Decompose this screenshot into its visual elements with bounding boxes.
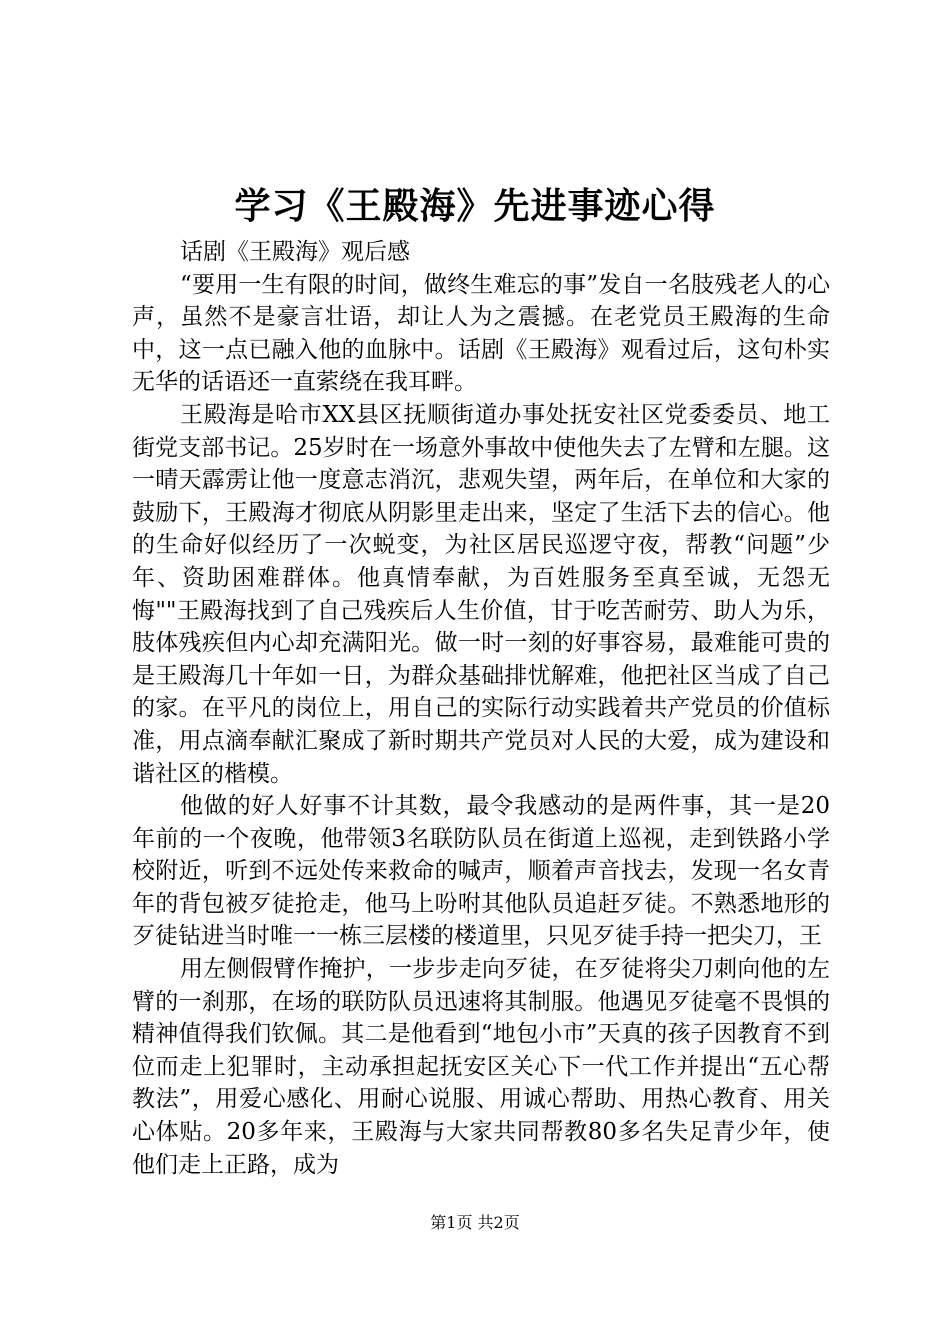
paragraph-subtitle: 话剧《王殿海》观后感 [180, 239, 410, 265]
document-title: 学习《王殿海》先进事迹心得 [234, 185, 716, 227]
paragraph-4: 用左侧假臂作掩护，一步步走向歹徒，在歹徒将尖刀刺向他的左臂的一刹那，在场的联防队员迅速将其制服。他遇见歹徒毫不畏惧的精神值得我们钦佩。其二是他看到“地包小市”天真的孩子因教育不到位而走上犯罪时，主动承担起抚安区关心下一代工作并提出“五心帮教法”，用爱心感化、用耐心说服、用诚心帮助、用热心教育、用关心体贴。20多年来，王殿海与大家共同帮教80多名失足青少年，使他们走上正路，成为 [132, 956, 830, 1178]
paragraph-2: 王殿海是哈市XX县区抚顺街道办事处抚安社区党委委员、地工街党支部书记。25岁时在一场意外事故中使他失去了左臂和左腿。这一晴天霹雳让他一度意志消沉，悲观失望，两年后，在单位和大家的鼓励下，王殿海才彻底从阴影里走出来，坚定了生活下去的信心。他的生命好似经历了一次蜕变，为社区居民巡逻守夜，帮教“问题”少年、资助困难群体。他真情奉献，为百姓服务至真至诚，无怨无悔""王殿海找到了自己残疾后人生价值，甘于吃苦耐劳、助人为乐，肢体残疾但内心却充满阳光。做一时一刻的好事容易，最难能可贵的是王殿海几十年如一日，为群众基础排忧解难，他把社区当成了自己的家。在平凡的岗位上，用自己的实际行动实践着共产党员的价值标准，用点滴奉献汇聚成了新时期共产党员对人民的大爱，成为建设和谐社区的楷模。 [132, 401, 830, 787]
paragraph-1: “要用一生有限的时间，做终生难忘的事”发自一名肢残老人的心声，虽然不是豪言壮语，却让人为之震撼。在老党员王殿海的生命中，这一点已融入他的血脉中。话剧《王殿海》观看过后，这句朴实无华的话语还一直萦绕在我耳畔。 [132, 271, 830, 396]
page-footer: 第1页 共2页 [430, 1213, 520, 1232]
document-body [132, 236, 830, 1181]
paragraph-3: 他做的好人好事不计其数，最令我感动的是两件事，其一是20年前的一个夜晚，他带领3名联防队员在街道上巡视，走到铁路小学校附近，听到不远处传来救命的喊声，顺着声音找去，发现一名女青年的背包被歹徒抢走，他马上吩咐其他队员追赶歹徒。不熟悉地形的歹徒钻进当时唯一一栋三层楼的楼道里，只见歹徒手持一把尖刀，王 [132, 793, 830, 950]
